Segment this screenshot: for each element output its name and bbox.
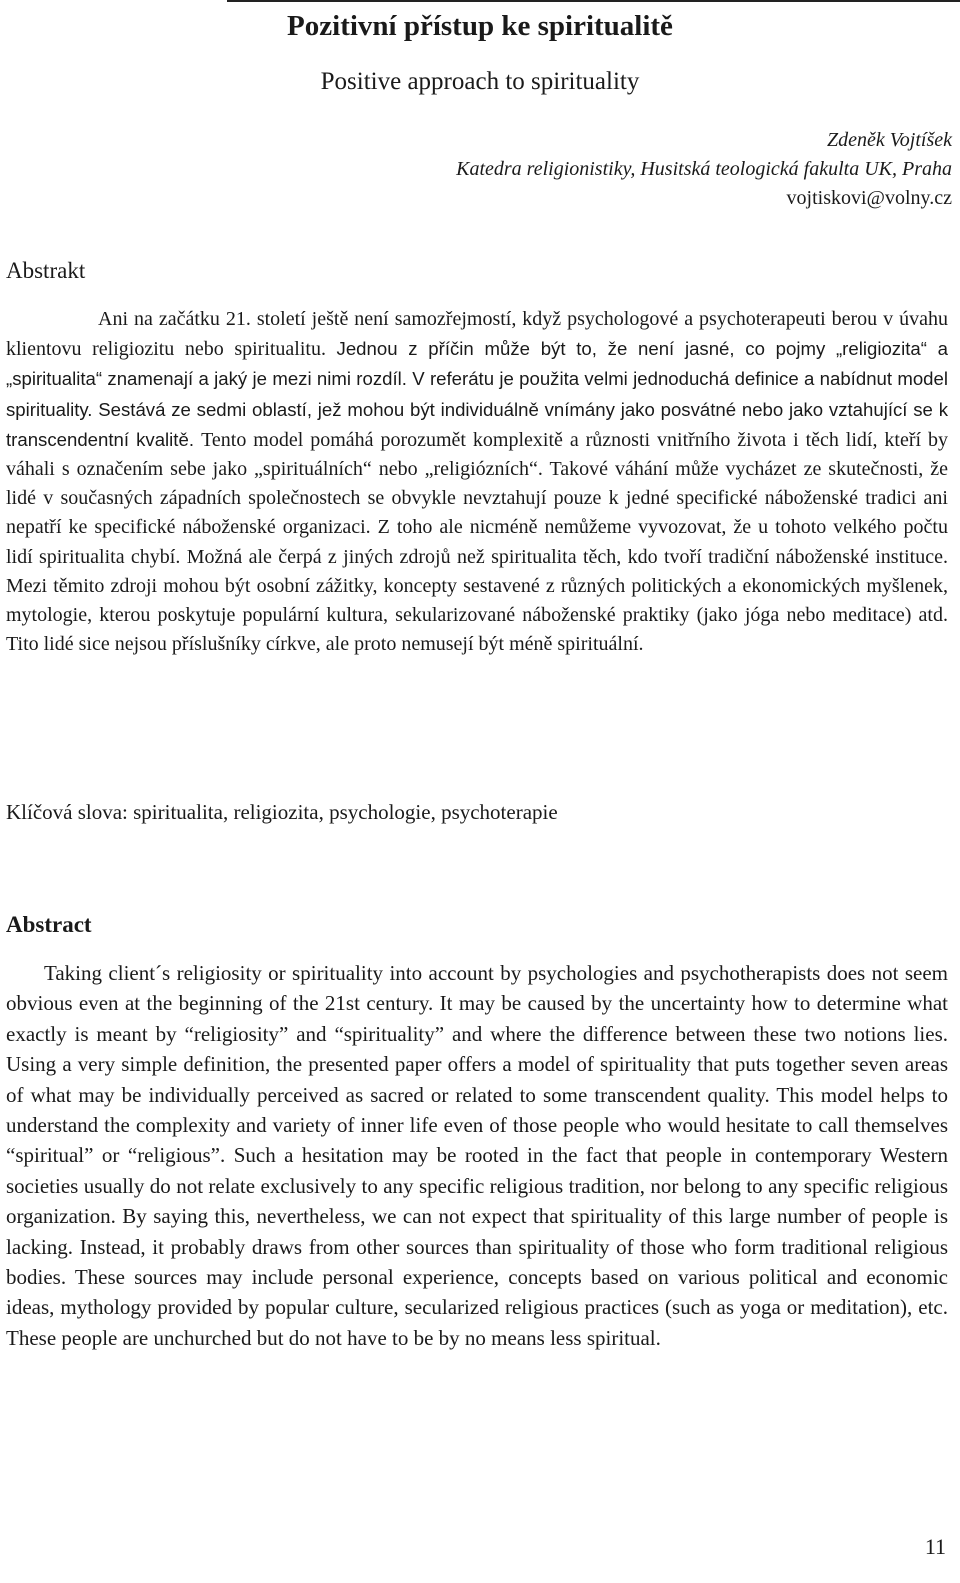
author-name: Zdeněk Vojtíšek xyxy=(827,129,952,151)
author-block xyxy=(456,126,952,213)
keywords: Klíčová slova: spiritualita, religiozita, psychologie, psychoterapie xyxy=(6,800,558,824)
author-email: vojtiskovi@volny.cz xyxy=(786,187,952,209)
abstract-heading: Abstract xyxy=(6,912,92,937)
abstract-paragraph: Taking client´s religiosity or spirituality into account by psychologies and psychotherapists does not seem obvious even at the beginning of the 21st century. It may be caused by the uncertainty how to determine what exactly is meant by “religiosity” and “spirituality” and where the difference between these two notions lies. Using a very simple definition, the presented paper offers a model of spirituality that puts together seven areas of what may be individually perceived as sacred or related to some transcendent quality. This model helps to understand the complexity and variety of inner life even of those people who would hesitate to call themselves “spiritual” or “religious”. Such a hesitation may be rooted in the fact that people in contemporary Western societies usually do not relate exclusively to any specific religious tradition, nor belong to any specific religious organization. By saying this, nevertheless, we can not expect that spirituality of this large number of people is lacking. Instead, it probably draws from other sources than spirituality of those who form traditional religious bodies. These sources may include personal experience, concepts based on various political and economic ideas, mythology provided by popular culture, secularized religious practices (such as yoga or meditation), etc. These people are unchurched but do not have to be by no means less spiritual. xyxy=(6,961,948,1350)
paper-title: Pozitivní přístup ke spiritualitě xyxy=(287,10,673,42)
author-affiliation: Katedra religionistiky, Husitská teologická fakulta UK, Praha xyxy=(456,158,952,180)
abstrakt-text-part2: Jednou z příčin může být to, že není jasné, co pojmy „religiozita“ a „spiritualita“ znamenají a jaký je mezi nimi rozdíl. V referátu je použita velmi jednoduchá definice a nabídnut model spirituality. Sestává ze sedmi oblastí, jež mohou být individuálně vnímány jako posvátné nebo jako vztahující se k transcendentní kvalitě. xyxy=(6,338,948,450)
top-rule xyxy=(227,0,960,2)
abstrakt-paragraph xyxy=(6,305,948,659)
page-number: 11 xyxy=(924,1534,946,1559)
paper-subtitle: Positive approach to spirituality xyxy=(320,68,640,95)
abstrakt-heading: Abstrakt xyxy=(6,258,86,283)
abstrakt-text-part1: Ani na začátku 21. století ještě není samozřejmostí, když psychologové a psychoterapeuti berou v úvahu klientovu religiozitu nebo spiritualitu. xyxy=(6,308,948,361)
abstrakt-text-part3: Tento model pomáhá porozumět komplexitě a různosti vnitřního života i těch lidí, kteří by váhali s označením sebe jako „spirituálních“ nebo „religiózních“. Takové váhání může vycházet ze skutečnosti, že lidé v současných západních společnostech se obvykle nevztahují pouze k jedné specifické náboženské tradici ani nepatří ke specifické náboženské organizaci. Z toho ale nicméně nemůžeme vyvozovat, že u tohoto velkého počtu lidí spiritualita chybí. Možná ale čerpá z jiných zdrojů než spiritualita těch, kdo tvoří tradiční náboženské instituce. Mezi těmito zdroji mohou být osobní zážitky, koncepty sestavené z různých politických a ekonomických myšlenek, mytologie, kterou poskytuje populární kultura, sekularizované náboženské praktiky (jako jóga nebo meditace) atd. Tito lidé sice nejsou příslušníky církve, ale proto nemusejí být méně spirituální. xyxy=(6,428,948,656)
